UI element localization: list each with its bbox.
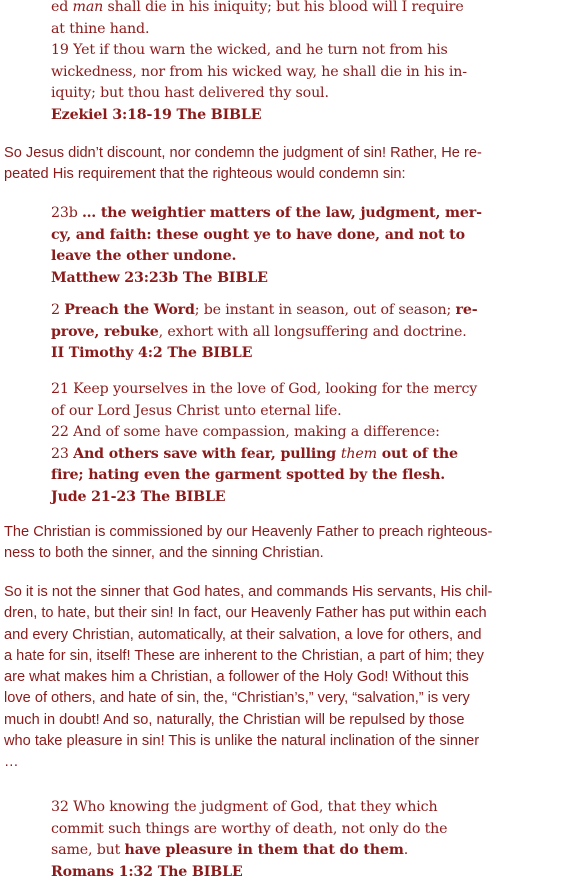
quote-text: ; be instant in season, out of season; (194, 302, 456, 318)
quote-text-bold: cy, and faith: these ought ye to have done, and not to (51, 226, 465, 243)
paragraph-line: peated His requirement that the righteous would condemn sin: (4, 166, 406, 183)
quote-text-italic: man (72, 0, 104, 15)
quote-text: shall die in his iniquity; but his blood will I require (103, 0, 464, 15)
quote-text-bold: fire; hating even the garment spotted by the flesh. (51, 467, 446, 483)
quote-text-bold: And others save with fear, pulling (73, 445, 341, 462)
scripture-quote-timothy (51, 300, 521, 365)
quote-line (51, 322, 521, 344)
quote-text-bold: … the weightier matters of the law, judgment, mer- (82, 205, 482, 221)
quote-text-bold: re- (455, 302, 478, 318)
paragraph-line: a hate for sin, itself! These are inherent to the Christian, a part of him; they (4, 647, 484, 664)
quote-text-bold: leave the other undone. (51, 248, 237, 264)
scripture-reference: Jude 21-23 The BIBLE (51, 488, 226, 505)
quote-line: at thine hand. (51, 20, 150, 37)
quote-line (51, 203, 521, 225)
quote-line: 21 Keep yourselves in the love of God, looking for the mercy (51, 381, 478, 397)
paragraph-line: and every Christian, automatically, at their salvation, a love for others, and (4, 626, 482, 643)
quote-line: 22 And of some have compassion, making a difference: (51, 424, 440, 440)
scripture-reference: Ezekiel 3:18-19 The BIBLE (51, 106, 262, 123)
paragraph-line: who take pleasure in sin! This is unlike the natural inclination of the sinner (4, 733, 480, 750)
paragraph-line: much in doubt! And so, naturally, the Christian will be repulsed by those (4, 711, 465, 728)
paragraph-line: So it is not the sinner that God hates, and commands His servants, His chil- (4, 584, 493, 600)
quote-text: . (403, 842, 409, 858)
paragraph-line: ness to both the sinner, and the sinning Christian. (4, 545, 324, 562)
quote-line: commit such things are worthy of death, not only do the (51, 820, 448, 837)
scripture-reference: Matthew 23:23b The BIBLE (51, 269, 268, 286)
scripture-reference: Romans 1:32 The BIBLE (51, 863, 243, 880)
quote-text-bold: out of the (376, 445, 458, 462)
quote-text: 23 (51, 445, 74, 462)
quote-text-italic: them (340, 445, 377, 462)
quote-text-bold: have pleasure in them that do them (124, 842, 404, 858)
paragraph-line: The Christian is commissioned by our Heavenly Father to preach righteous- (4, 524, 493, 540)
quote-line: wickedness, nor from his wicked way, he shall die in his in- (51, 63, 467, 80)
quote-text-bold: Preach the Word (64, 302, 195, 318)
quote-line: iquity; but thou hast delivered thy soul. (51, 85, 329, 101)
scripture-quote-jude (51, 379, 521, 508)
quote-line: 32 Who knowing the judgment of God, that they which (51, 799, 438, 815)
quote-line (51, 246, 521, 268)
quote-line (51, 0, 521, 19)
scripture-quote-matthew (51, 203, 521, 289)
quote-text-bold: prove, rebuke (51, 323, 159, 340)
scripture-quote-ezekiel (51, 0, 521, 126)
paragraph-line: dren, to hate, but their sin! In fact, our Heavenly Father has put within each (4, 605, 487, 622)
quote-line: 19 Yet if thou warn the wicked, and he turn not from his (51, 42, 448, 58)
body-paragraph-3 (4, 582, 572, 774)
quote-text: same, but (51, 842, 125, 858)
paragraph-line: So Jesus didn’t discount, nor condemn the judgment of sin! Rather, He re- (4, 145, 482, 161)
quote-text: 2 (51, 302, 65, 318)
quote-text: , exhort with all longsuffering and doctrine. (158, 323, 467, 340)
quote-line (51, 465, 521, 487)
quote-line (51, 840, 521, 862)
quote-line: of our Lord Jesus Christ unto eternal life. (51, 402, 342, 419)
body-paragraph-1 (4, 143, 572, 186)
paragraph-line: love of others, and hate of sin, the, “Christian’s,” very, “salvation,” is very (4, 690, 470, 707)
paragraph-line: are what makes him a Christian, a follower of the Holy God! Without this (4, 669, 469, 686)
scripture-quote-romans (51, 797, 521, 883)
quote-line (51, 225, 521, 247)
paragraph-line: … (4, 754, 19, 771)
scripture-reference: II Timothy 4:2 The BIBLE (51, 345, 253, 361)
body-paragraph-2 (4, 522, 572, 565)
quote-line (51, 444, 521, 466)
quote-line (51, 300, 521, 322)
quote-text: 23b (51, 205, 83, 221)
quote-text: ed (51, 0, 73, 15)
